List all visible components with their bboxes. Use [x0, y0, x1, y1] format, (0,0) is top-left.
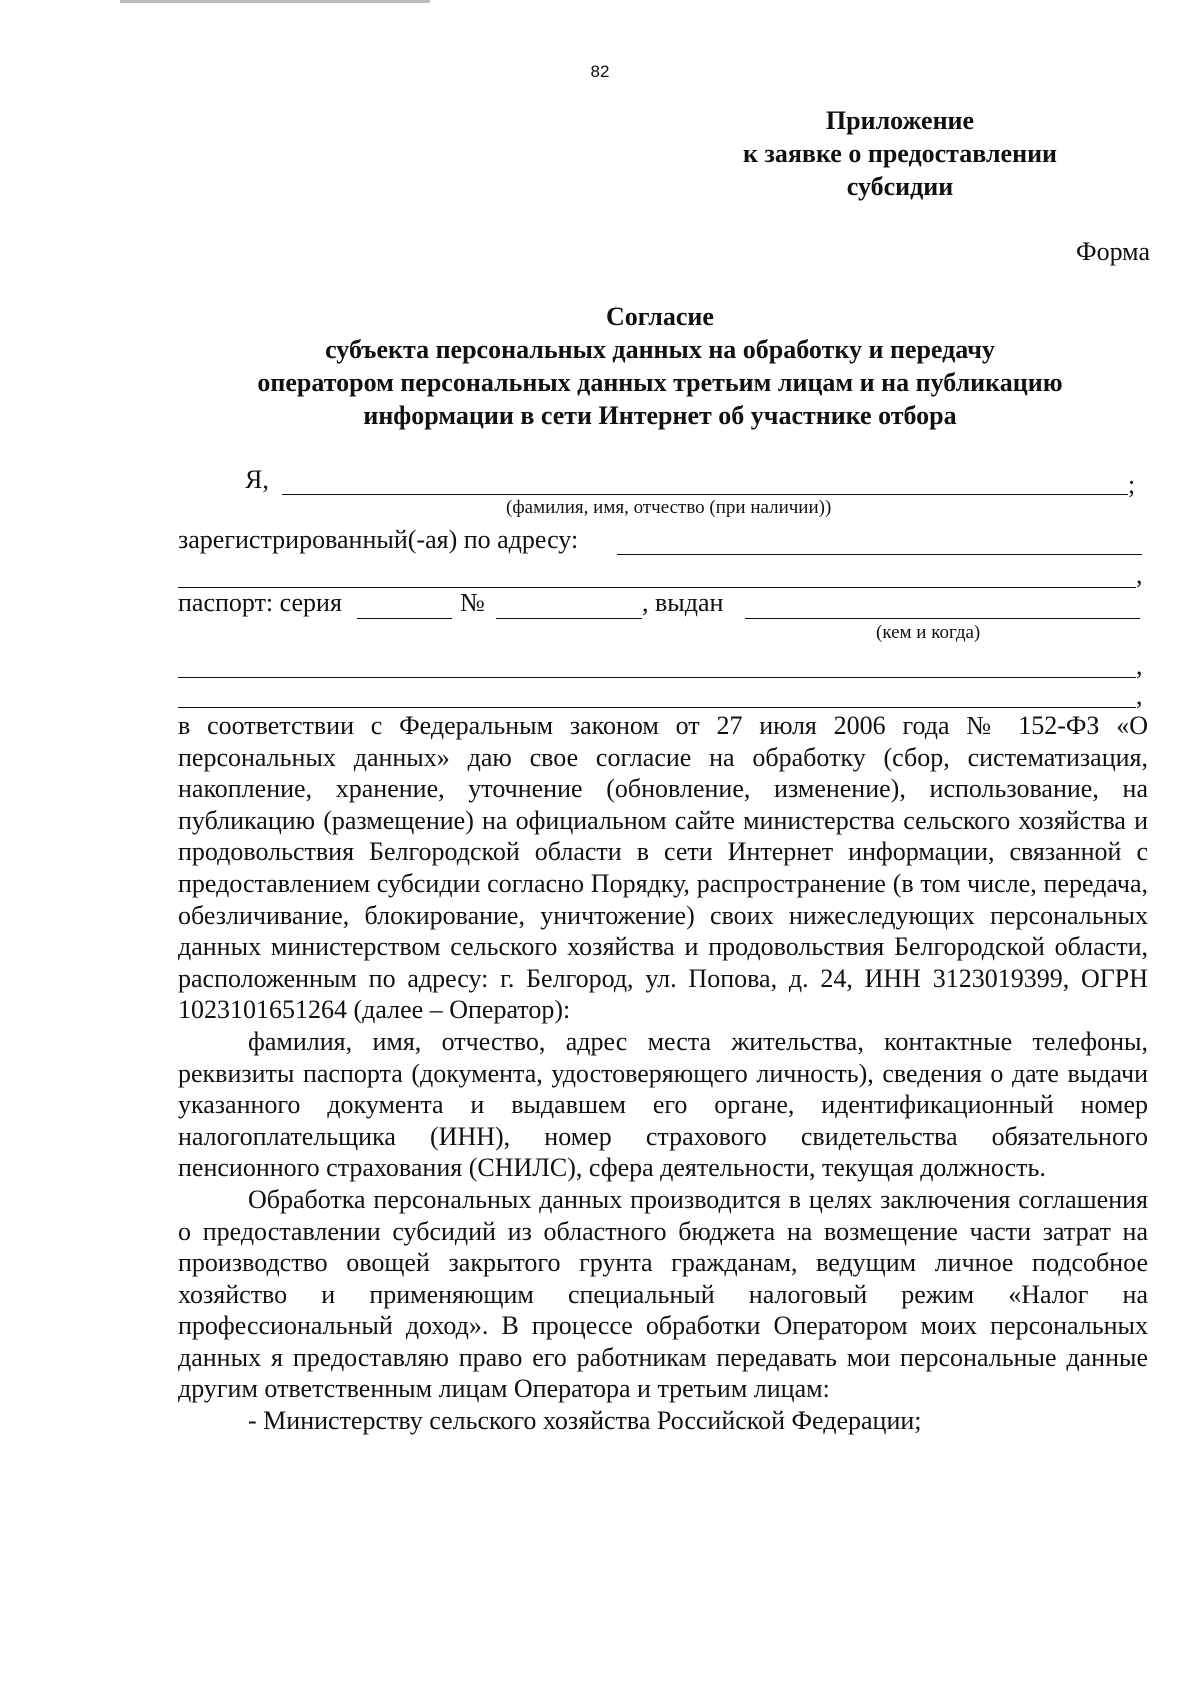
- scan-edge-mark: [120, 0, 430, 3]
- name-field[interactable]: [282, 494, 1128, 495]
- address-field[interactable]: [617, 554, 1142, 555]
- appendix-heading: [700, 104, 1100, 203]
- ministry-list-item: - Министерству сельского хозяйства Российской Федерации;: [248, 1406, 922, 1436]
- passport-number-sign: №: [460, 588, 485, 617]
- appendix-line-3: субсидии: [846, 172, 954, 201]
- title-line-1: Согласие: [606, 302, 714, 331]
- issued-by-field-line-2[interactable]: [178, 677, 1136, 678]
- form-label: Форма: [1076, 237, 1150, 266]
- issued-caption: (кем и когда): [876, 622, 981, 643]
- title-line-4: информации в сети Интернет об участнике отбора: [363, 401, 957, 430]
- name-caption: (фамилия, имя, отчество (при наличии)): [506, 497, 832, 518]
- document-body: [178, 710, 1148, 1437]
- page-number: 82: [590, 62, 610, 81]
- consent-paragraph: в соответствии с Федеральным законом от 27 июля 2006 года № 152-ФЗ «О персональных данных» даю свое согласие на обработку (сбор, систематизация, накопление, хранение, уточнение (обновление, изменение), использование, на публикацию (размещение) на официальном сайте министерства сельского хозяйства и продовольствия Белгородской области в сети Интернет информации, связанной с предоставлением субсидии согласно Порядку, распространение (в том числе, передача, обезличивание, блокирование, уничтожение) своих нижеследующих персональных данных министерством сельского хозяйства и продовольствия Белгородской области, расположенным по адресу: г. Белгород, ул. Попова, д. 24, ИНН 3123019399, ОГРН 1023101651264 (далее – Оператор):: [178, 711, 1148, 1025]
- appendix-line-2: к заявке о предоставлении: [742, 139, 1058, 168]
- name-label: Я,: [245, 465, 269, 494]
- issued-by-field[interactable]: [745, 618, 1140, 619]
- passport-series-field[interactable]: [357, 618, 452, 619]
- issued-comma-2: ,: [1136, 681, 1143, 710]
- passport-series-label: паспорт: серия: [178, 588, 342, 617]
- document-title: [180, 300, 1140, 432]
- data-list-paragraph: фамилия, имя, отчество, адрес места жительства, контактные телефоны, реквизиты паспорта (документа, удостоверяющего личность), сведения о дате выдачи указанного документа и выдавшем его органе, идентификационный номер налогоплательщика (ИНН), номер страхового свидетельства обязательного пенсионного страхования (СНИЛС), сфера деятельности, текущая должность.: [178, 1026, 1148, 1183]
- passport-number-field[interactable]: [496, 618, 642, 619]
- issued-comma-1: ,: [1136, 651, 1143, 680]
- name-field-end: ;: [1128, 470, 1136, 499]
- issued-by-field-line-3[interactable]: [178, 707, 1136, 708]
- appendix-line-1: Приложение: [825, 106, 975, 135]
- address-comma: ,: [1136, 560, 1143, 589]
- address-label: зарегистрированный(-ая) по адресу:: [178, 525, 579, 554]
- title-line-2: субъекта персональных данных на обработку и передачу: [325, 335, 995, 364]
- title-line-3: оператором персональных данных третьим лицам и на публикацию: [257, 368, 1063, 397]
- issued-label: , выдан: [642, 588, 724, 617]
- purpose-paragraph: Обработка персональных данных производится в целях заключения соглашения о предоставлении субсидий из областного бюджета на возмещение части затрат на производство овощей закрытого грунта гражданам, ведущим личное подсобное хозяйство и применяющим специальный налоговый режим «Налог на профессиональный доход». В процессе обработки Оператором моих персональных данных я предоставляю право его работникам передавать мои персональные данные другим ответственным лицам Оператора и третьим лицам:: [178, 1184, 1148, 1404]
